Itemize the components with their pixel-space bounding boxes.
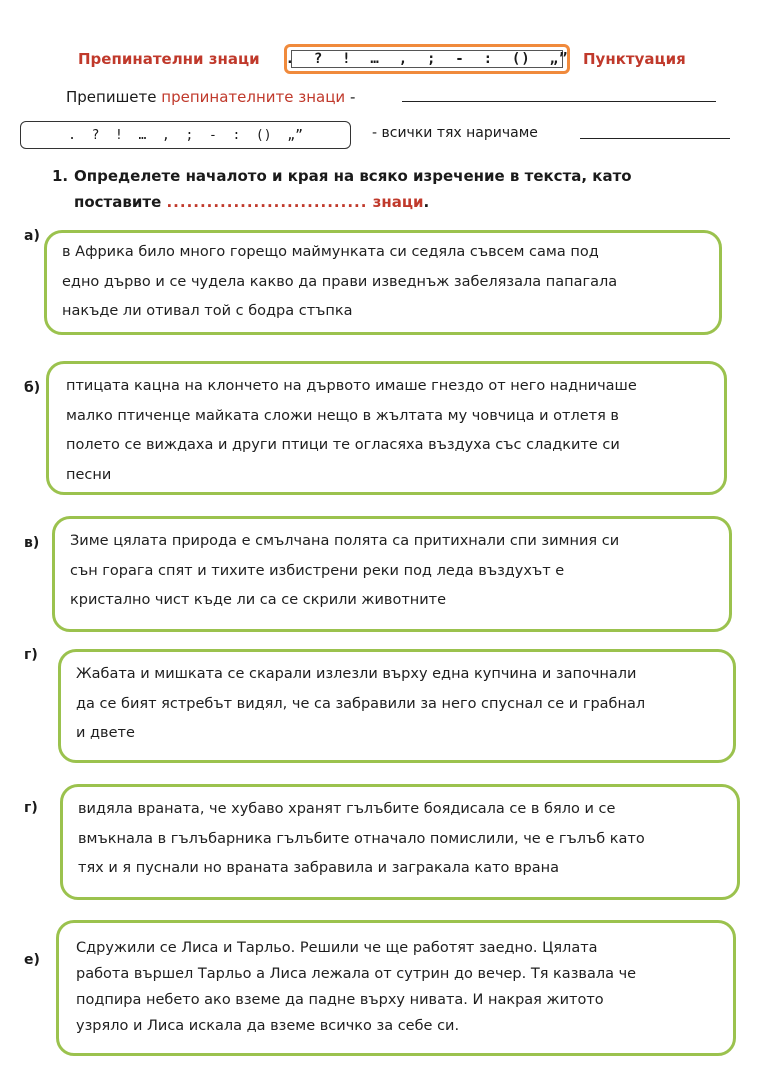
text-line: птицата кацна на клончето на дървото имаше гнездо от него надничаше [66,378,637,394]
punctuation-marks: . ? ! … , ; - : () „” [285,51,569,67]
answer-line-name[interactable] [580,138,730,139]
exercise-text-v [70,527,619,616]
text-line: малко птиченце майката сложи нещо в жълтата му човчица и отлетя в [66,407,619,424]
text-line: тях и я пуснали но враната забравила и загракала като врана [78,860,559,876]
task-dots-blank: .............................. [166,193,368,211]
text-line: накъде ли отивал той с бодра стъпка [62,303,353,319]
text-line: узряло и Лиса искала да вземе всичко за себе си. [76,1018,460,1034]
exercise-label-a: а) [24,228,40,244]
text-line: Зиме цялата природа е смълчана полята са притихнали спи зимния си [70,533,620,549]
instruction-highlight: препинателните знаци [161,88,346,106]
text-line: да се бият ястребът видял, че са забравили за него спуснал се и грабнал [76,695,646,712]
all-called-label: - всички тях наричаме [372,125,538,141]
instruction-suffix: - [345,88,356,106]
exercise-label-v: в) [24,535,40,551]
task-number: 1. [52,167,69,185]
text-line: и двете [76,725,135,741]
exercise-label-g2: г) [24,800,38,816]
text-line: работа вършел Тарльо а Лиса лежала от сутрин до вечер. Тя казвала че [76,966,637,982]
topic-title: Пунктуация [583,50,686,68]
exercise-label-b: б) [24,380,41,396]
exercise-text-e [76,935,636,1039]
answer-line-copy[interactable] [402,101,716,102]
task-line-1: Определете началото и края на всяко изречение в текста, като [74,167,632,185]
punctuation-marks-box-2: . ? ! … , ; - : () „” [20,121,351,149]
text-line: песни [66,466,112,483]
text-line: вмъкнала в гълъбарника гълъбите отначало помислили, че е гълъб като [78,830,645,847]
task-period: . [423,193,430,211]
text-line: в Африка било много горещо маймунката си седяла съвсем сама под [62,244,599,260]
exercise-text-g1 [76,660,645,749]
task-line-2-suffix: знаци [367,193,424,211]
task-1 [52,163,692,215]
text-line: Сдружили се Лиса и Тарльо. Решили че ще работят заедно. Цялата [76,940,598,956]
exercise-label-g1: г) [24,647,38,663]
exercise-text-a [62,238,617,327]
task-line-2 [74,189,692,215]
text-line: видяла враната, че хубаво хранят гълъбите боядисала се в бяло и се [78,801,616,817]
copy-instruction [66,88,355,106]
exercise-text-b [66,372,637,490]
text-line: сън горага спят и тихите избистрени реки под леда въздухът е [70,562,565,579]
page-title: Препинателни знаци [78,50,260,68]
exercise-label-e: е) [24,952,40,968]
instruction-prefix: Препишете [66,88,162,106]
task-line-2-prefix: поставите [74,193,167,211]
text-line: Жабата и мишката се скарали излезли върху една купчина и започнали [76,666,637,682]
text-line: кристално чист къде ли са се скрили животните [70,592,447,608]
punctuation-marks-box [284,44,570,74]
text-line: едно дърво и се чудела какво да прави изведнъж забелязала папагала [62,273,618,290]
text-line: подпира небето ако вземе да падне върху нивата. И накрая житото [76,992,604,1008]
exercise-text-g2 [78,795,645,884]
text-line: полето се виждаха и други птици те огласяха въздуха със сладките си [66,437,620,453]
